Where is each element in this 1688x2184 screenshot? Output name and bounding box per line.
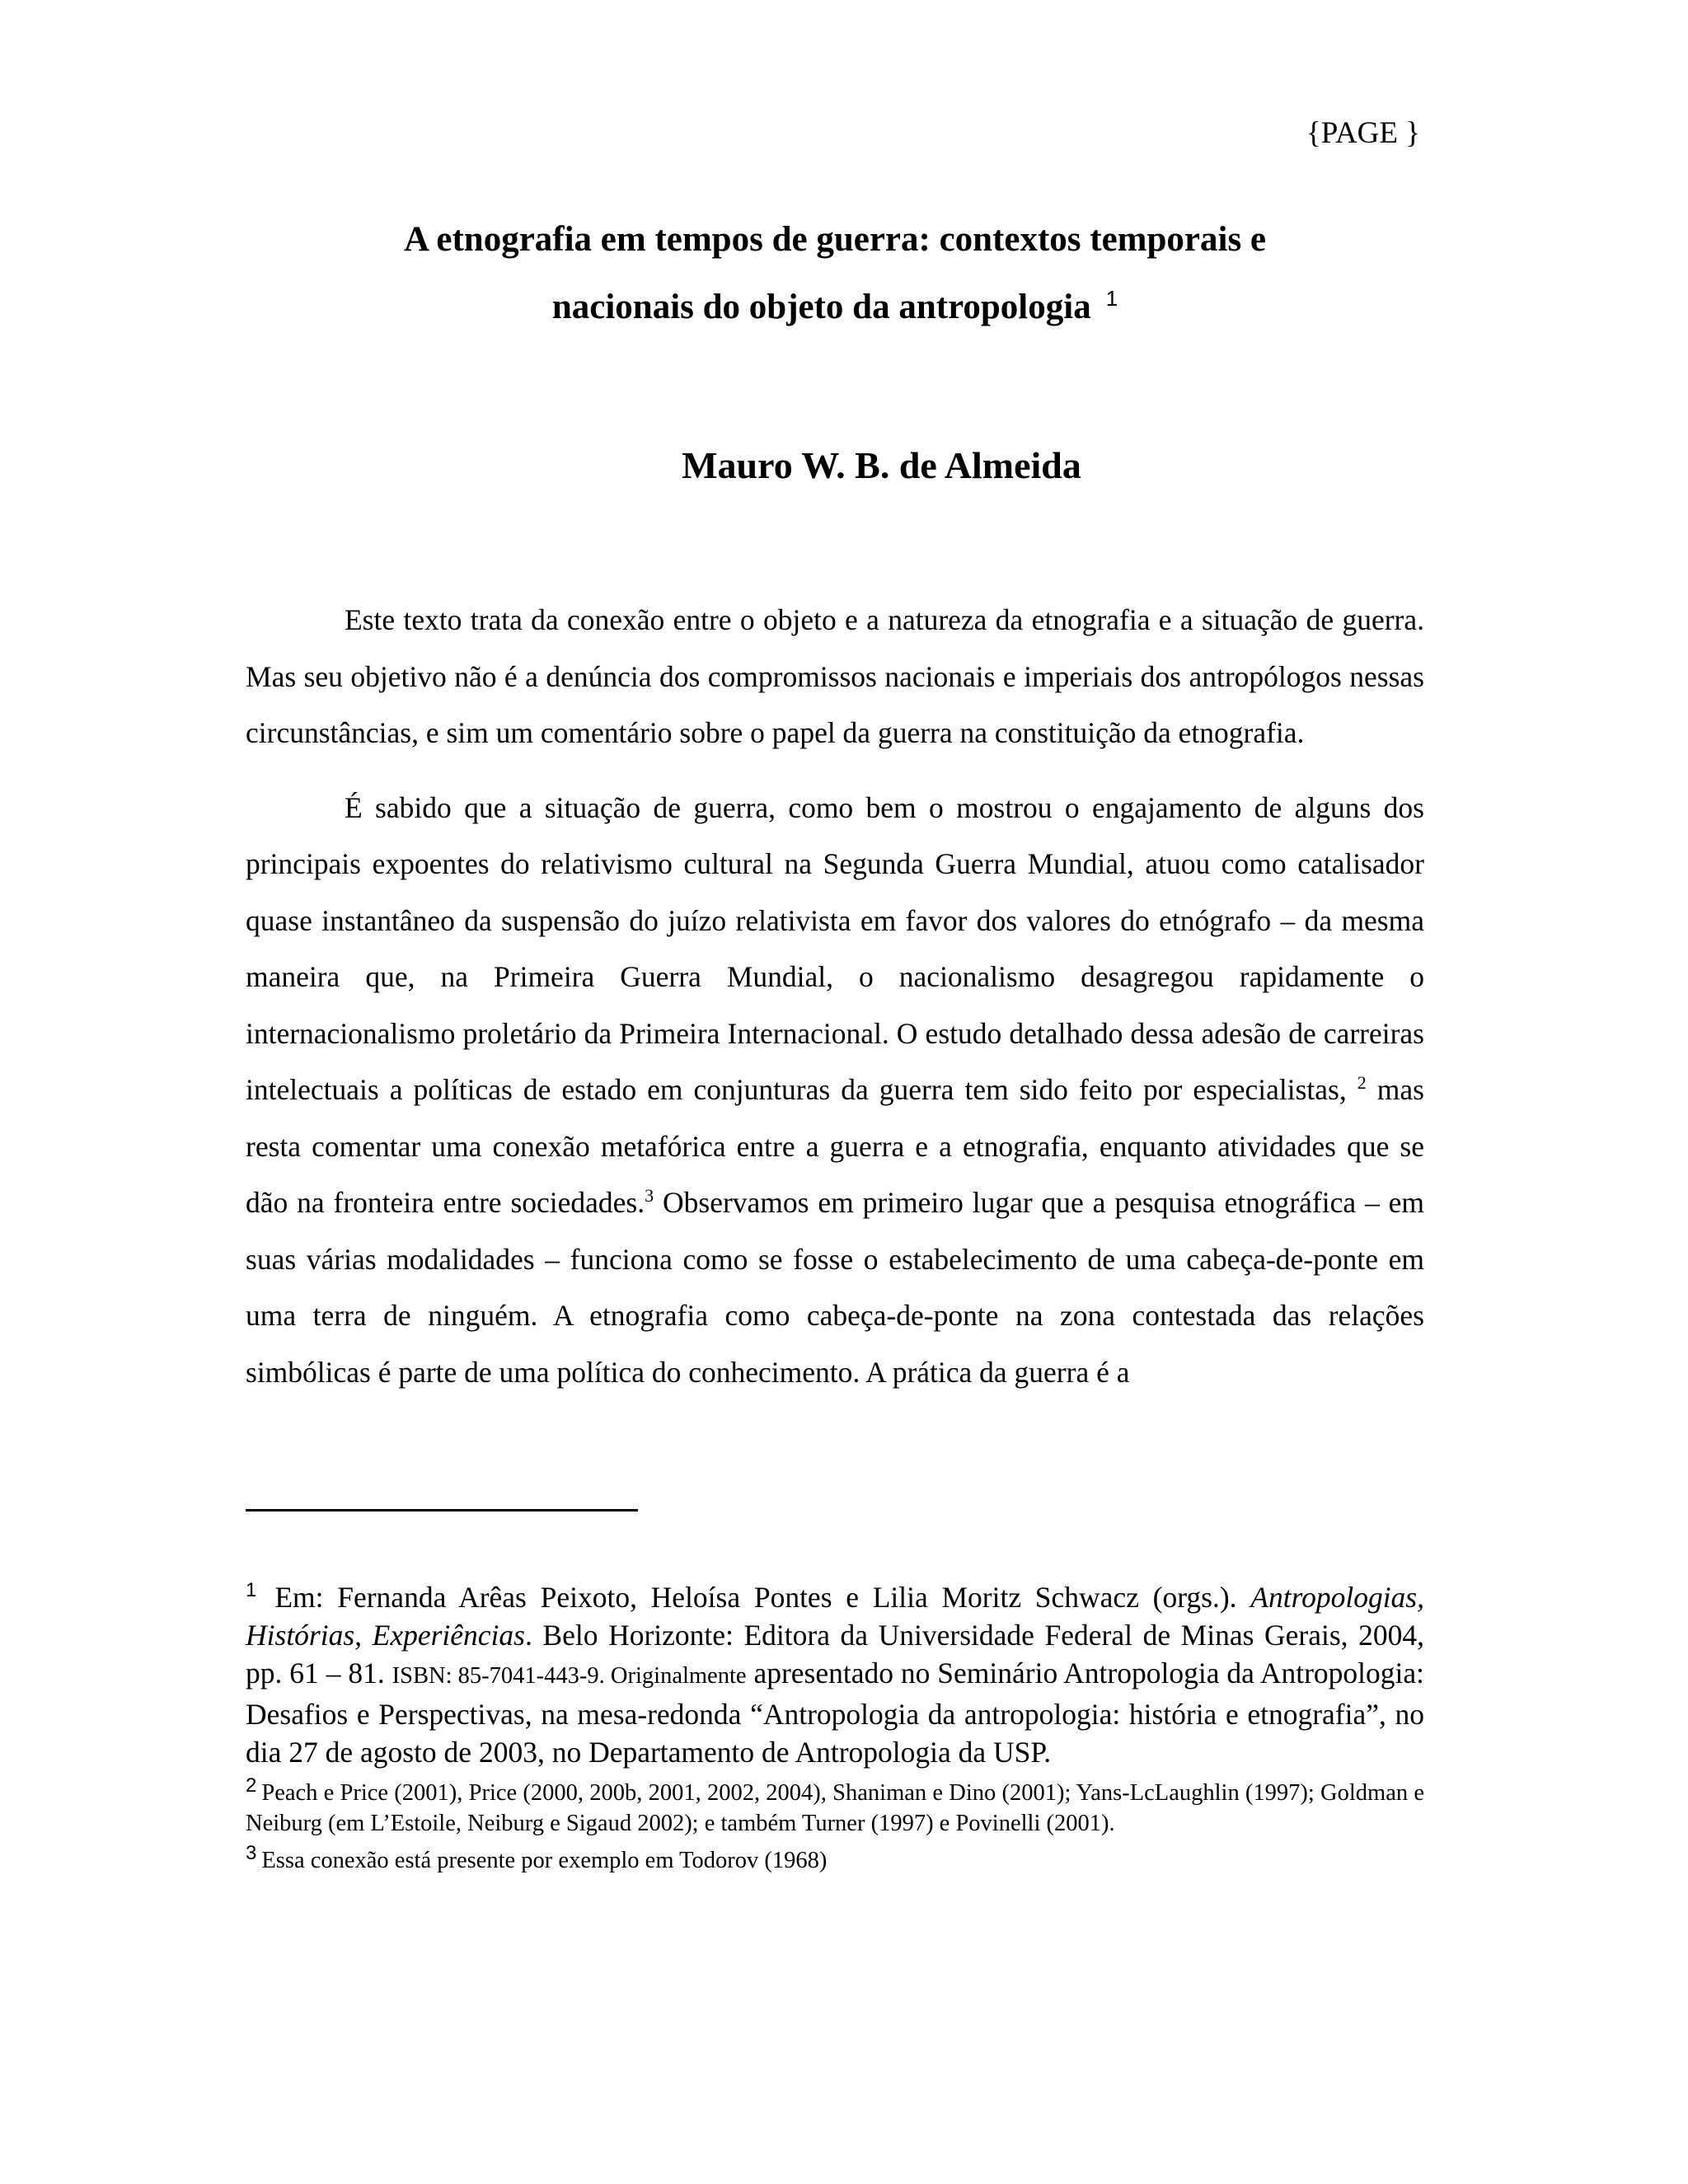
footnote-1-book-title: Antropologias, Histórias, Experiências [246,1581,1424,1652]
footnote-1-part-2: . Belo Horizonte: Editora da Universidade Federal de Minas Gerais, 2004, pp. 61 – 81. [246,1619,1424,1690]
footnote-2 [246,1774,1424,1839]
footnote-3-number: 3 [246,1841,257,1864]
footnote-1-part-3: apresentado no Seminário Antropologia da Antropologia: Desafios e Perspectivas, na mesa-redonda “Antropologia da antropologia: história e etnografia”, no dia 27 de agosto de 2003, no Departamento de Antropologia da USP. [246,1657,1424,1769]
footnote-2-text: Peach e Price (2001), Price (2000, 200b, 2001, 2002, 2004), Shaniman e Dino (2001); Yans-LcLaughlin (1997); Goldman e Neiburg (em L’Estoile, Neiburg e Sigaud 2002); e também Turner (1997) e Povinelli (2001). [246,1780,1424,1836]
footnote-1 [246,1578,1424,1771]
paragraph-2 [246,780,1424,1401]
paragraph-2-part-2: mas resta comentar uma conexão metafórica entre a guerra e a etnografia, enquanto atividades que se dão na fronteira entre sociedades. [246,1073,1424,1219]
footnote-separator [246,1509,638,1511]
title-footnote-ref: 1 [1105,285,1118,311]
paragraph-2-part-1: É sabido que a situação de guerra, como bem o mostrou o engajamento de alguns dos principais expoentes do relativismo cultural na Segunda Guerra Mundial, atuou como catalisador quase instantâneo da suspensão do juízo relativista em favor dos valores do etnógrafo – da mesma maneira que, na Primeira Guerra Mundial, o nacionalismo desagregou rapidamente o internacionalismo proletário da Primeira Internacional. O estudo detalhado dessa adesão de carreiras intelectuais a políticas de estado em conjunturas da guerra tem sido feito por especialistas, [246,790,1424,1106]
page-number-field: {PAGE } [1306,116,1420,150]
paragraph-2-part-3: Observamos em primeiro lugar que a pesquisa etnográfica – em suas várias modalidades – funciona como se fosse o estabelecimento de uma cabeça-de-ponte em uma terra de ninguém. A etnografia como cabeça-de-ponte na zona contestada das relações simbólicas é parte de uma política do conhecimento. A prática da guerra é a [246,1186,1424,1389]
footnote-2-number: 2 [246,1774,257,1797]
footnotes [246,1578,1424,1882]
body-text [246,592,1424,1418]
footnote-3-text: Essa conexão está presente por exemplo em Todorov (1968) [261,1848,828,1873]
title-line-2-text: nacionais do objeto da antropologia [551,288,1091,326]
document-title [246,206,1424,341]
footnote-1-number: 1 [246,1579,257,1602]
footnote-ref-3: 3 [645,1185,654,1207]
footnote-1-part-1: Em: Fernanda Arêas Peixoto, Heloísa Pontes e Lilia Moritz Schwacz (orgs.). [274,1581,1251,1614]
title-line-2 [246,274,1424,341]
footnote-3 [246,1841,1424,1876]
footnote-ref-2: 2 [1357,1072,1367,1094]
title-line-1: A etnografia em tempos de guerra: contextos temporais e [403,220,1267,259]
author-name: Mauro W. B. de Almeida [682,444,1081,486]
paragraph-1: Este texto trata da conexão entre o objeto e a natureza da etnografia e a situação de guerra. Mas seu objetivo não é a denúncia dos compromissos nacionais e imperiais dos antropólogos nessas circunstâncias, e sim um comentário sobre o papel da guerra na constituição da etnografia. [246,603,1424,749]
footnote-1-isbn: ISBN: 85-7041-443-9. Originalmente [392,1663,747,1689]
